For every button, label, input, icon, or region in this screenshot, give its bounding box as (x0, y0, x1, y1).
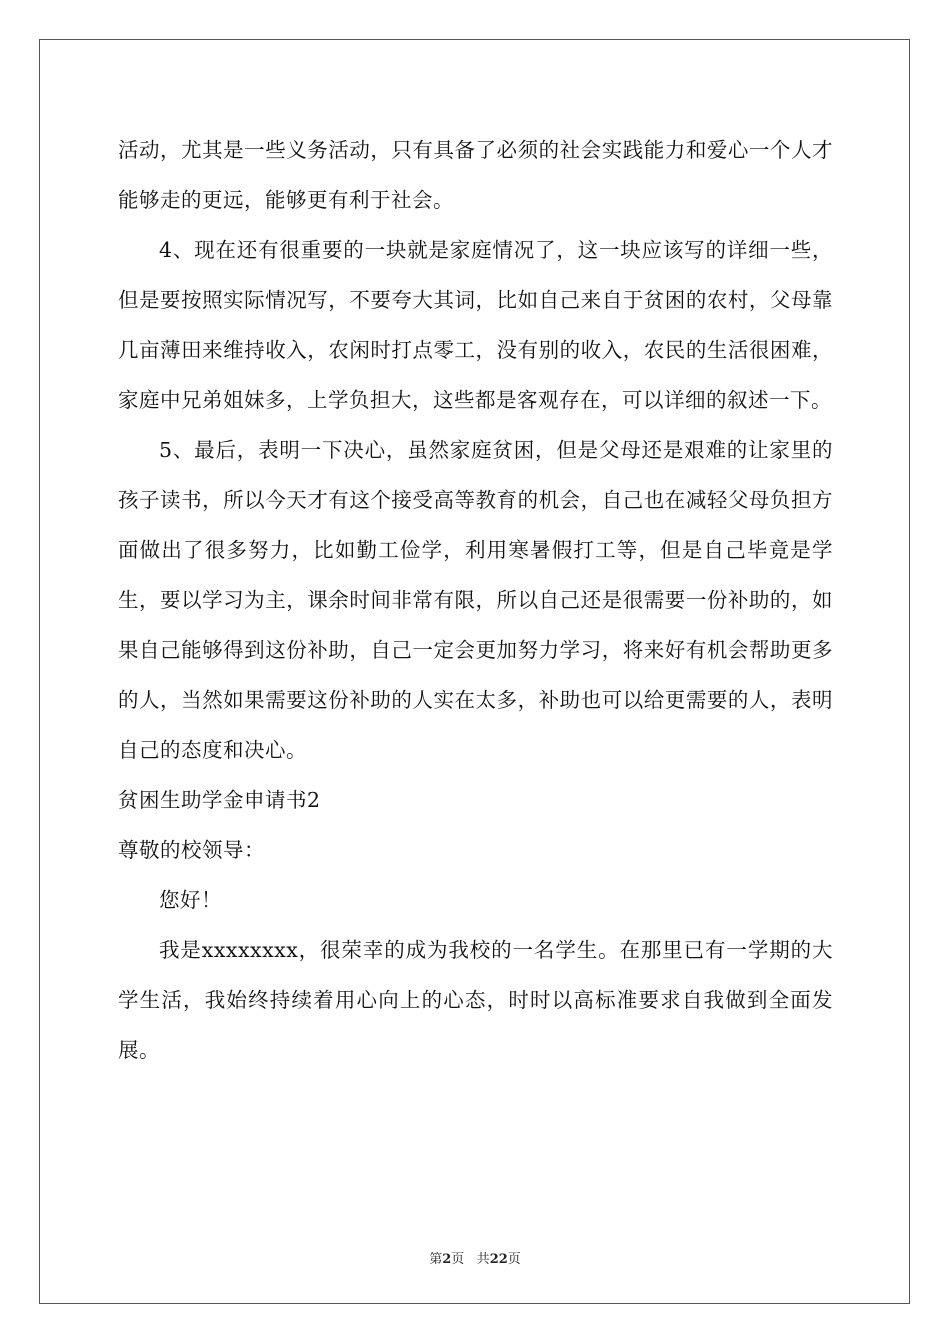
paragraph-continuation: 活动，尤其是一些义务活动，只有具备了必须的社会实践能力和爱心一个人才能够走的更远，能够更有利于社会。 (118, 138, 833, 212)
page-number: 2 (442, 1252, 452, 1267)
salutation: 尊敬的校领导： (118, 838, 265, 862)
page-footer (0, 1248, 950, 1267)
paragraph-intro: 我是xxxxxxxx，很荣幸的成为我校的一名学生。在那里已有一学期的大学生活，我始终持续着用心向上的心态，时时以高标准要求自我做到全面发展。 (118, 938, 833, 1062)
total-prefix: 共 (476, 1252, 490, 1267)
greeting: 您好！ (159, 888, 222, 912)
total-pages: 22 (489, 1252, 508, 1267)
paragraph-point-5: 5、最后，表明一下决心，虽然家庭贫困，但是父母还是艰难的让家里的孩子读书，所以今天才有这个接受高等教育的机会，自己也在减轻父母负担方面做出了很多努力，比如勤工俭学，利用寒暑假打工等，但是自己毕竟是学生，要以学习为主，课余时间非常有限，所以自己还是很需要一份补助的，如果自己能够得到这份补助，自己一定会更加努力学习，将来好有机会帮助更多的人，当然如果需要这份补助的人实在太多，补助也可以给更需要的人，表明自己的态度和决心。 (118, 438, 833, 762)
paragraph-point-4: 4、现在还有很重要的一块就是家庭情况了，这一块应该写的详细一些，但是要按照实际情况写，不要夸大其词，比如自己来自于贫困的农村，父母靠几亩薄田来维持收入，农闲时打点零工，没有别的收入，农民的生活很困难，家庭中兄弟姐妹多，上学负担大，这些都是客观存在，可以详细的叙述一下。 (118, 238, 833, 412)
page-suffix: 页 (451, 1252, 465, 1267)
document-body (118, 125, 833, 1075)
total-suffix: 页 (507, 1252, 521, 1267)
page-prefix: 第 (429, 1252, 443, 1267)
section-title: 贫困生助学金申请书2 (118, 788, 321, 812)
